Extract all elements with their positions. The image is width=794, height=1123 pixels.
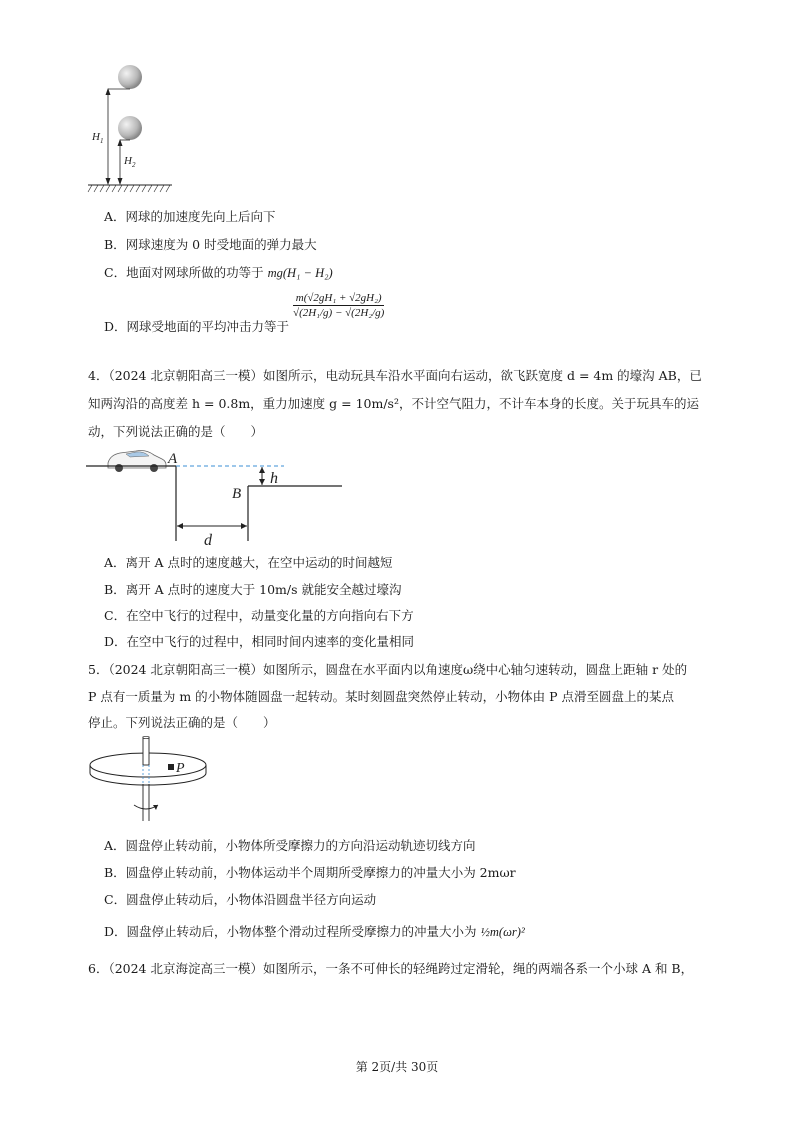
q5-stem-line1: 5．（2024 北京朝阳高三一模）如图所示，圆盘在水平面内以角速度ω绕中心轴匀速转动，圆盘上距轴 r 处的 [88,662,688,677]
q5-disk-figure [84,735,214,825]
option-letter: D． [104,634,127,649]
q5-option-c[interactable] [104,890,376,908]
option-letter: A． [104,209,126,224]
option-letter: D． [104,924,127,939]
toy-car-icon [108,451,166,473]
q4-ditch-figure [86,443,348,548]
q3-option-b[interactable] [104,235,317,253]
option-letter: B． [104,237,126,252]
q3-option-c[interactable] [104,263,333,281]
option-text: 圆盘停止转动后，小物体沿圆盘半径方向运动 [126,892,377,907]
page-footer: 第 2页/共 30页 [355,1060,439,1074]
option-letter: C． [104,265,127,280]
q3-option-d[interactable] [104,292,385,334]
option-formula: mg(H₁ − H₂) [267,266,333,280]
q3-option-a[interactable] [104,207,276,225]
q5-option-b[interactable] [104,863,516,881]
option-text: 在空中飞行的过程中，相同时间内速率的变化量相同 [126,634,415,649]
option-text: 地面对网球所做的功等于 [126,265,264,280]
option-letter: A． [104,555,126,570]
option-text: 离开 A 点时的速度大于 10m/s 就能安全越过壕沟 [125,582,402,597]
option-text: 圆盘停止转动后，小物体整个滑动过程所受摩擦力的冲量大小为 [126,924,477,939]
label-p: P [176,761,185,776]
label-h2: $H_2$ [124,155,136,169]
option-text: 网球速度为 0 时受地面的弹力最大 [125,237,317,252]
label-a: A [168,451,178,467]
option-letter: B． [104,582,126,597]
label-h1: $H_1$ [92,131,104,145]
q4-option-c[interactable] [104,606,414,624]
option-text: 在空中飞行的过程中，动量变化量的方向指向右下方 [126,608,414,623]
option-letter: B． [104,865,126,880]
option-formula: $\frac{\text{m(√2gH₁ + √2gH₂)}}{\text{√(2H₁/g) − √(2H₂/g)}}$ [293,292,385,319]
option-formula: ½m(ωr)² [480,925,525,939]
option-letter: C． [104,608,127,623]
option-text: 网球受地面的平均冲击力等于 [126,319,290,334]
q6-stem-line1: 6．（2024 北京海淀高三一模）如图所示，一条不可伸长的轻绳跨过定滑轮，绳的两端各系一个小球 A 和 B， [88,961,694,976]
q4-option-d[interactable] [104,632,414,650]
option-text: 离开 A 点时的速度越大，在空中运动的时间越短 [125,555,393,570]
option-text: 圆盘停止转动前，小物体所受摩擦力的方向沿运动轨迹切线方向 [125,838,476,853]
option-text: 圆盘停止转动前，小物体运动半个周期所受摩擦力的冲量大小为 2mωr [125,865,516,880]
q4-stem-line2: 知两沟沿的高度差 h = 0.8m，重力加速度 g = 10m/s²，不计空气阻力，不计车本身的长度。关于玩具车的运 [88,396,699,411]
label-h: h [270,470,278,487]
option-letter: D． [104,319,127,334]
q5-stem-line2: P 点有一质量为 m 的小物体随圆盘一起转动。某时刻圆盘突然停止转动，小物体由 P 点滑至圆盘上的某点 [88,689,675,704]
q4-option-a[interactable] [104,553,393,571]
q5-option-a[interactable] [104,836,476,854]
q4-option-b[interactable] [104,580,402,598]
ball-top [118,65,142,89]
q5-option-d[interactable] [104,922,525,940]
option-text: 网球的加速度先向上后向下 [125,209,276,224]
q4-stem-line1: 4．（2024 北京朝阳高三一模）如图所示，电动玩具车沿水平面向右运动，欲飞跃宽度 d = 4m 的壕沟 AB，已 [88,368,702,383]
ball-bottom [118,116,142,140]
option-letter: A． [104,838,126,853]
q5-stem-line3: 停止。下列说法正确的是（ ） [88,715,276,730]
label-d: d [204,532,212,548]
option-letter: C． [104,892,127,907]
object-p [168,764,174,770]
label-b: B [232,486,242,502]
q4-stem-line3: 动，下列说法正确的是（ ） [88,424,264,439]
q3-ball-drop-figure [84,58,184,198]
